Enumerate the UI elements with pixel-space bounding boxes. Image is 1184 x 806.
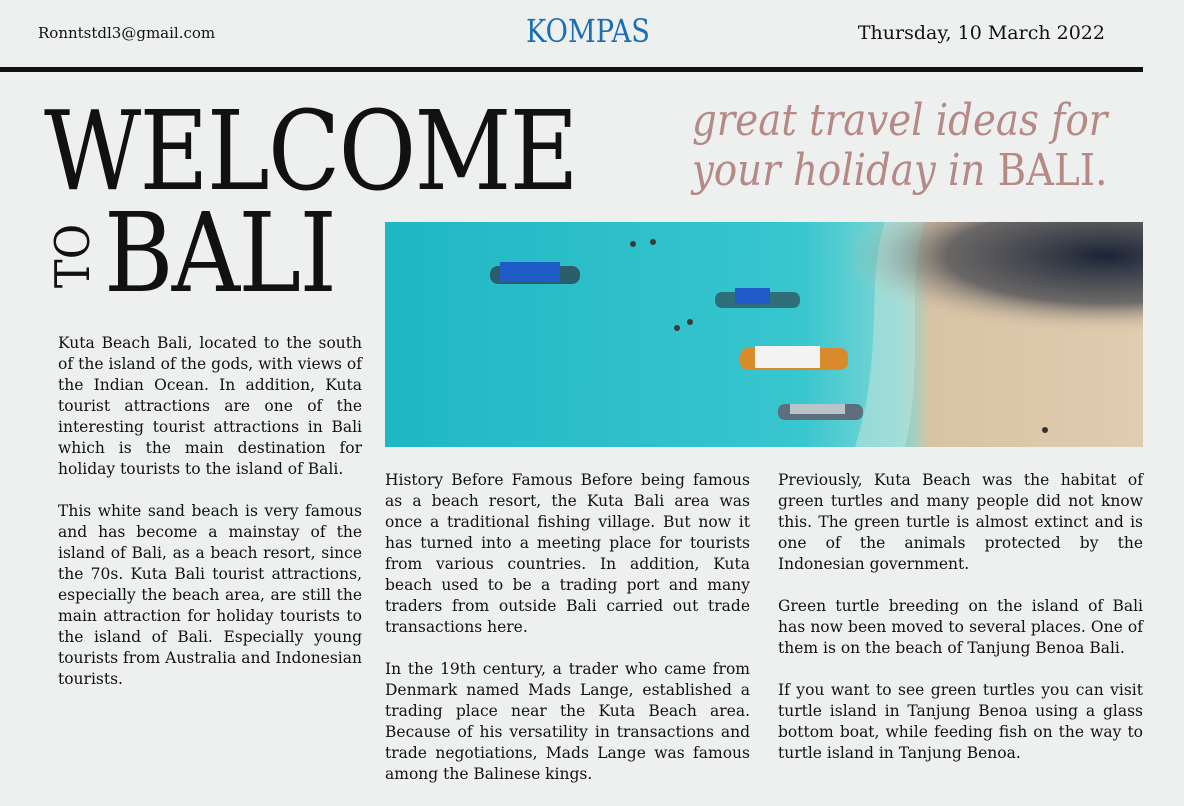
headline-bali: BALI — [104, 189, 336, 317]
issue-date: Thursday, 10 March 2022 — [857, 22, 1105, 44]
headline-to-text: TO — [45, 223, 101, 289]
paragraph: In the 19th century, a trader who came from Denmark named Mads Lange, established a trading place near the Kuta Beach area. Because of his versatility in transactions and trade negotiations, Mads Lange was famous among the Balinese kings. — [385, 660, 750, 783]
tagline-line2-upright: BALI. — [997, 145, 1108, 196]
tagline — [692, 95, 1108, 196]
headline-welcome: WELCOME — [44, 87, 577, 215]
paragraph: If you want to see green turtles you can visit turtle island in Tanjung Benoa using a glass bottom boat, while feeding fish on the way to turtle island in Tanjung Benoa. — [778, 681, 1143, 762]
author-email: Ronntstdl3@gmail.com — [38, 24, 216, 42]
masthead-brand: KOMPAS — [526, 12, 650, 50]
headline-to — [45, 210, 101, 302]
tagline-line2 — [692, 145, 1108, 196]
article-column-3 — [778, 470, 1143, 785]
tagline-line2-italic: your holiday in — [692, 145, 998, 196]
tagline-line1: great travel ideas for — [692, 95, 1108, 146]
boat-small — [778, 404, 863, 420]
boat-white — [740, 346, 848, 370]
paragraph: This white sand beach is very famous and has become a mainstay of the island of Bali, as a beach resort, since the 70s. Kuta Bali tourist attractions, especially the beach area, are still the main attraction for holiday tourists to the island of Bali. Especially young tourists from Australia and Indonesian tourists. — [58, 502, 362, 688]
article-column-2 — [385, 470, 750, 806]
paragraph: Previously, Kuta Beach was the habitat of green turtles and many people did not know this. The green turtle is almost extinct and is one of the animals protected by the Indonesian government. — [778, 471, 1143, 573]
beach-aerial-photo — [385, 222, 1143, 447]
article-column-1 — [58, 333, 362, 711]
paragraph: History Before Famous Before being famous as a beach resort, the Kuta Bali area was once a traditional fishing village. But now it has turned into a meeting place for tourists from various countries. In addition, Kuta beach used to be a trading port and many traders from outside Bali carried out trade transactions here. — [385, 471, 750, 636]
paragraph: Kuta Beach Bali, located to the south of the island of the gods, with views of the Indian Ocean. In addition, Kuta tourist attractions are one of the interesting tourist attractions in Bali which is the main destination for holiday tourists to the island of Bali. — [58, 334, 362, 478]
header-rule — [0, 67, 1143, 72]
paragraph: Green turtle breeding on the island of Bali has now been moved to several places. One of them is on the beach of Tanjung Benoa Bali. — [778, 597, 1143, 657]
